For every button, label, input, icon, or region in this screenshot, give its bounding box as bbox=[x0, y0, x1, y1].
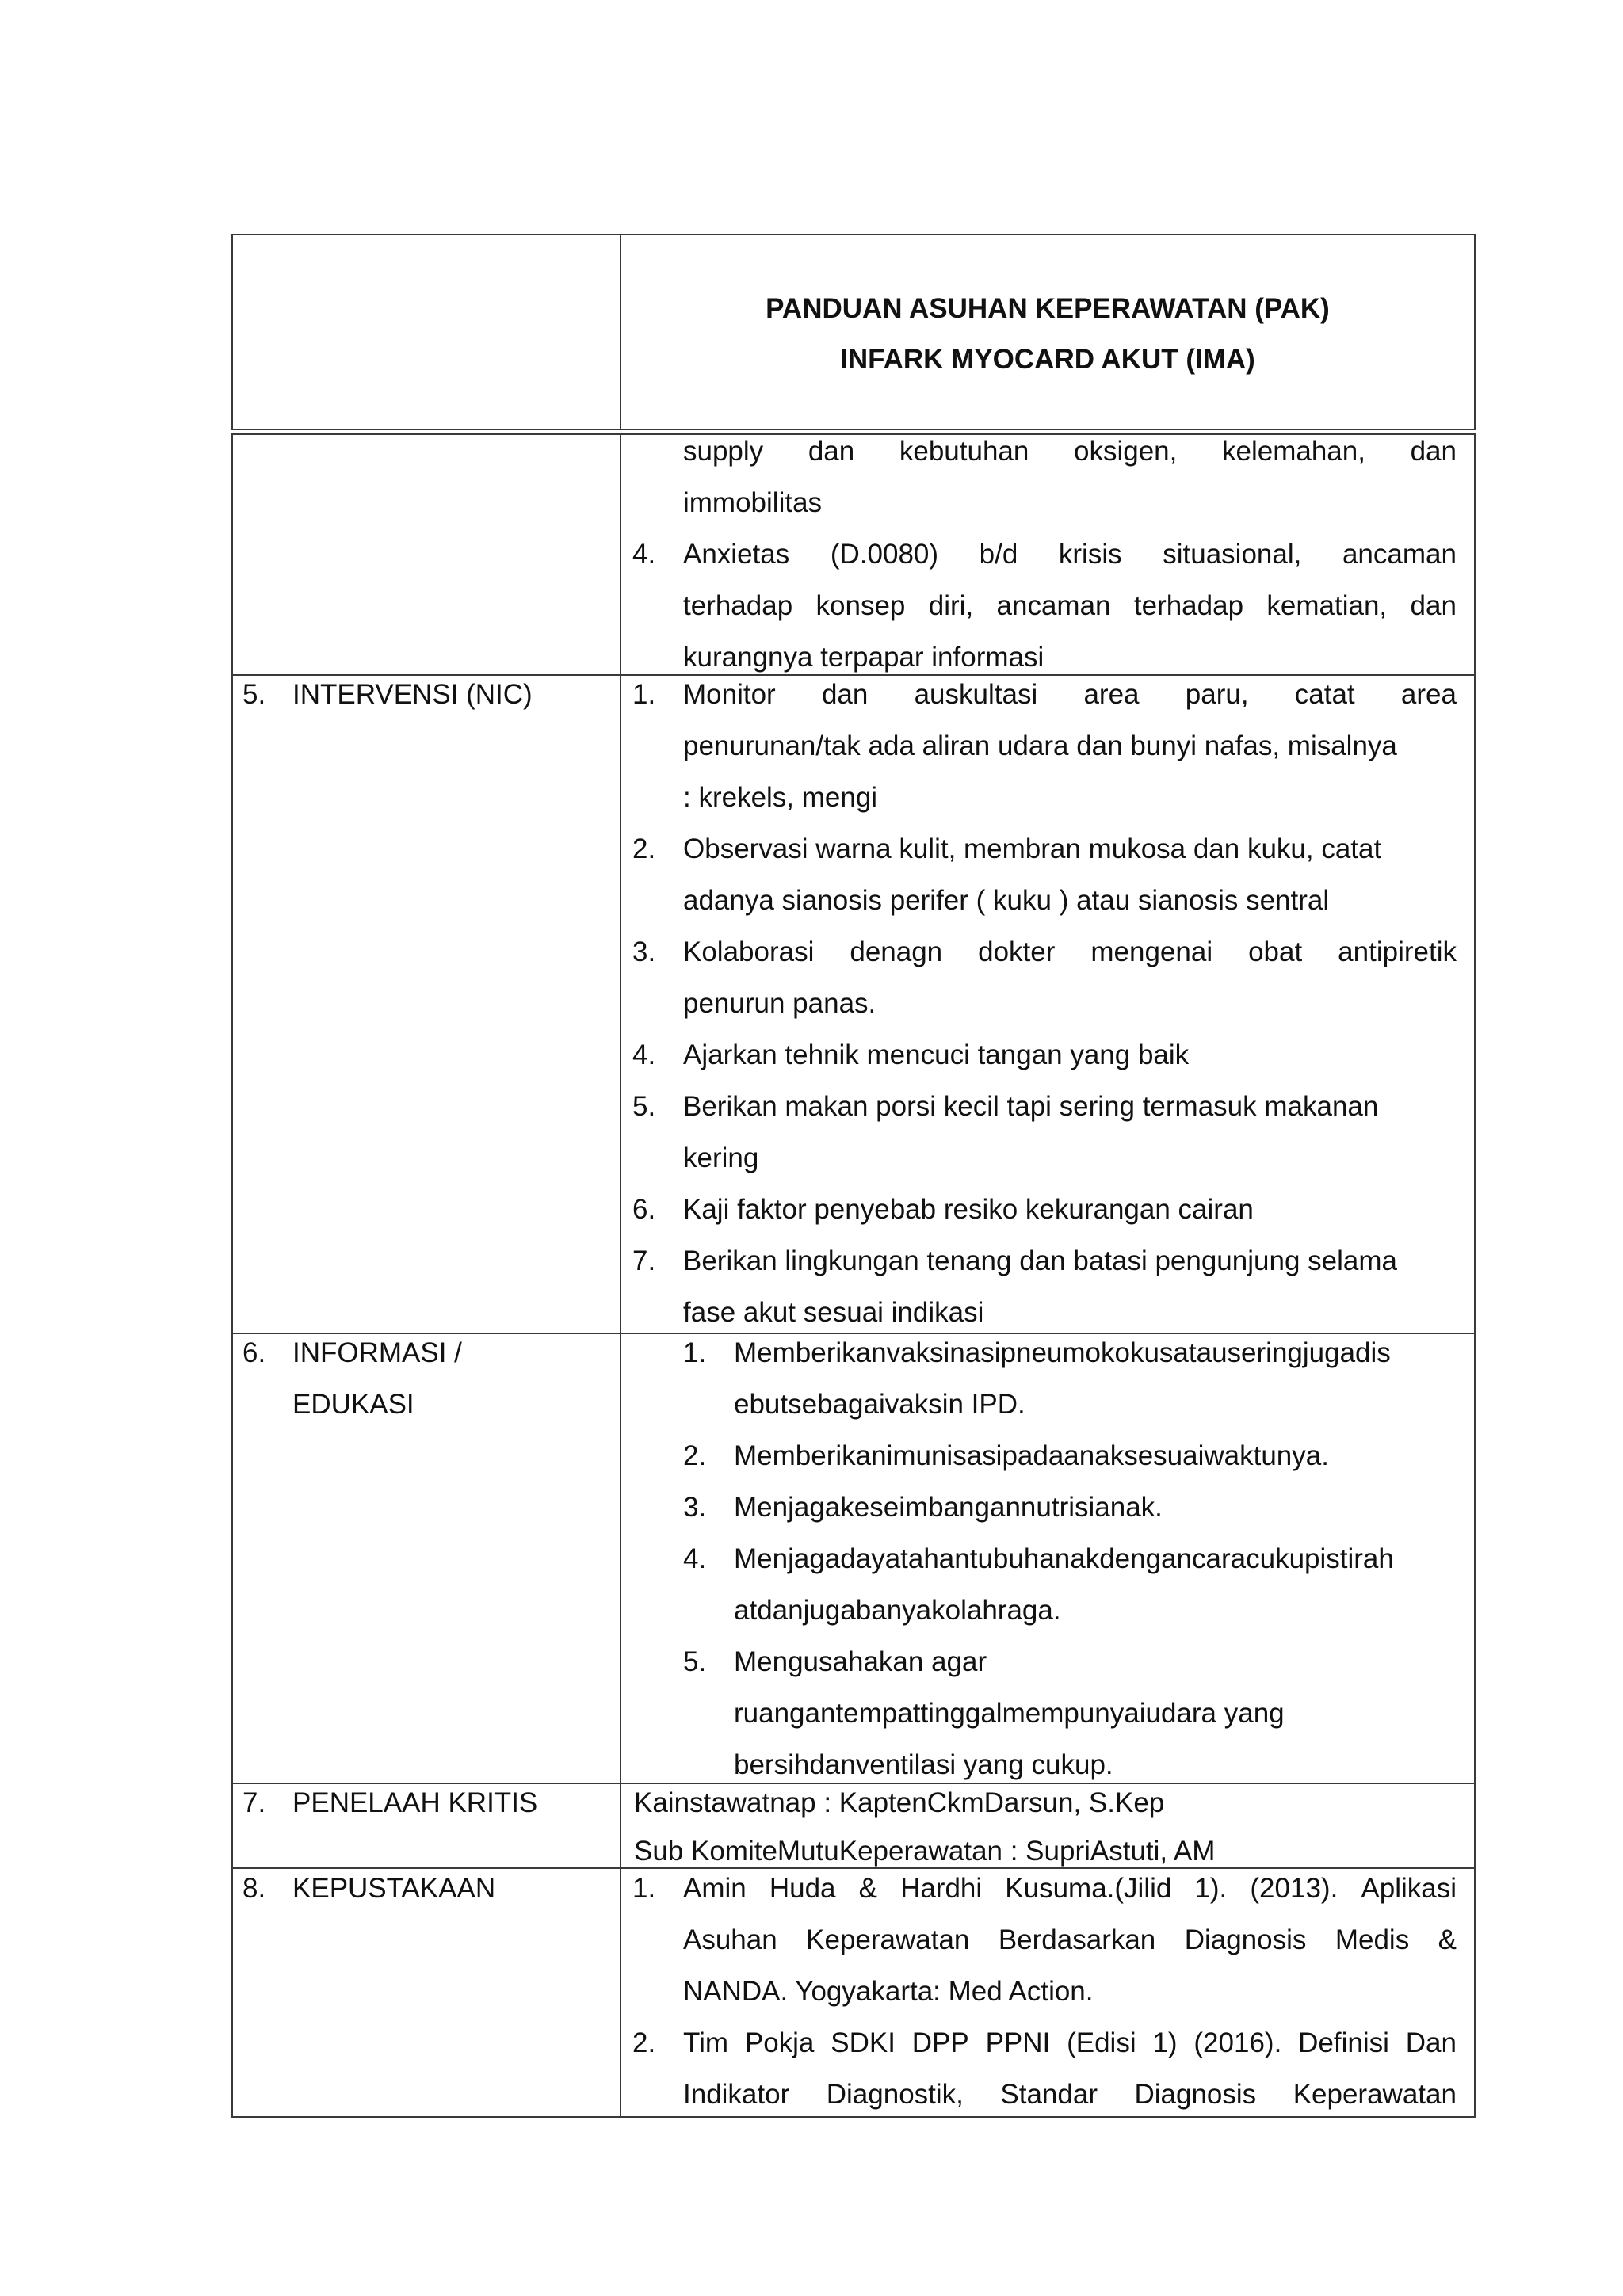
word: diri, bbox=[928, 590, 974, 621]
word: 1). bbox=[1194, 1873, 1228, 1904]
section-7-label: PENELAAH KRITIS bbox=[292, 1787, 538, 1818]
reference-1-line3: NANDA. Yogyakarta: Med Action. bbox=[683, 1976, 1094, 2007]
header-divider bbox=[620, 234, 621, 430]
word: Standar bbox=[1000, 2079, 1098, 2110]
reviewer-line1: Kainstawatnap : KaptenCkmDarsun, S.Kep bbox=[634, 1787, 1165, 1818]
word: terhadap bbox=[683, 590, 793, 621]
education-5-number: 5. bbox=[683, 1646, 707, 1677]
education-1-number: 1. bbox=[683, 1337, 707, 1368]
intervention-6-line1: Kaji faktor penyebab resiko kekurangan cairan bbox=[683, 1194, 1254, 1225]
word: ancaman bbox=[1342, 539, 1457, 570]
column-divider bbox=[620, 433, 621, 2118]
word: antipiretik bbox=[1338, 936, 1457, 967]
word: (D.0080) bbox=[830, 539, 939, 570]
row-divider-8 bbox=[231, 1867, 1476, 1869]
section-8-number: 8. bbox=[242, 1873, 266, 1904]
word: obat bbox=[1248, 936, 1303, 967]
word: b/d bbox=[979, 539, 1018, 570]
education-1-line1: Memberikanvaksinasipneumokokusatauseringjugadis bbox=[734, 1337, 1391, 1368]
section-7-number: 7. bbox=[242, 1787, 266, 1818]
row-divider-6 bbox=[231, 1333, 1476, 1334]
intervention-2-number: 2. bbox=[632, 833, 656, 864]
section-8-label: KEPUSTAKAAN bbox=[292, 1873, 496, 1904]
word: PPNI bbox=[985, 2027, 1051, 2058]
word: Monitor bbox=[683, 679, 776, 710]
diagnosis-4-number: 4. bbox=[632, 539, 656, 570]
word: area bbox=[1400, 679, 1457, 710]
word: kematian, bbox=[1266, 590, 1388, 621]
word: kebutuhan bbox=[899, 436, 1029, 467]
word: dokter bbox=[978, 936, 1056, 967]
word: Dan bbox=[1405, 2027, 1457, 2058]
intervention-1-number: 1. bbox=[632, 679, 656, 710]
education-2-number: 2. bbox=[683, 1440, 707, 1471]
word: oksigen, bbox=[1073, 436, 1178, 467]
word: Kolaborasi bbox=[683, 936, 815, 967]
education-1-line2: ebutsebagaivaksin IPD. bbox=[734, 1389, 1025, 1420]
word: 1) bbox=[1152, 2027, 1178, 2058]
section-6-label-line2: EDUKASI bbox=[292, 1389, 414, 1420]
word: (2016). bbox=[1193, 2027, 1282, 2058]
reviewer-line2: Sub KomiteMutuKeperawatan : SupriAstuti, AM bbox=[634, 1836, 1216, 1867]
word: dan bbox=[821, 679, 869, 710]
intervention-1-line3: : krekels, mengi bbox=[683, 782, 878, 813]
diagnosis-3-line1 bbox=[683, 436, 1457, 467]
word: & bbox=[1438, 1924, 1457, 1955]
intervention-3-line1 bbox=[683, 936, 1457, 968]
reference-2-line1 bbox=[683, 2027, 1457, 2059]
word: auskultasi bbox=[914, 679, 1038, 710]
diagnosis-4-line3: kurangnya terpapar informasi bbox=[683, 642, 1044, 673]
document-title-line2: INFARK MYOCARD AKUT (IMA) bbox=[840, 344, 1255, 375]
reference-1-line2 bbox=[683, 1924, 1457, 1956]
intervention-3-line2: penurun panas. bbox=[683, 988, 876, 1019]
education-5-line1: Mengusahakan agar bbox=[734, 1646, 987, 1677]
word: Asuhan bbox=[683, 1924, 777, 1955]
word: Diagnosis bbox=[1134, 2079, 1257, 2110]
word: area bbox=[1083, 679, 1140, 710]
word: SDKI bbox=[831, 2027, 896, 2058]
word: DPP bbox=[911, 2027, 969, 2058]
education-4-line1: Menjagadayatahantubuhanakdengancaracukupistirah bbox=[734, 1543, 1394, 1574]
reference-2-line2 bbox=[683, 2079, 1457, 2111]
intervention-1-line1 bbox=[683, 679, 1457, 711]
diagnosis-4-line2 bbox=[683, 590, 1457, 622]
word: krisis bbox=[1058, 539, 1122, 570]
word: Keperawatan bbox=[806, 1924, 970, 1955]
word: dan bbox=[1410, 436, 1457, 467]
word: Indikator bbox=[683, 2079, 790, 2110]
education-5-line3: bersihdanventilasi yang cukup. bbox=[734, 1749, 1113, 1780]
education-2-line1: Memberikanimunisasipadaanaksesuaiwaktunya. bbox=[734, 1440, 1329, 1471]
word: mengenai bbox=[1090, 936, 1213, 967]
word: ancaman bbox=[996, 590, 1111, 621]
word: catat bbox=[1294, 679, 1355, 710]
intervention-3-number: 3. bbox=[632, 936, 656, 967]
word: denagn bbox=[850, 936, 943, 967]
document-title-line1: PANDUAN ASUHAN KEPERAWATAN (PAK) bbox=[766, 293, 1330, 324]
word: Anxietas bbox=[683, 539, 790, 570]
intervention-2-line1: Observasi warna kulit, membran mukosa dan kuku, catat bbox=[683, 833, 1382, 864]
intervention-4-line1: Ajarkan tehnik mencuci tangan yang baik bbox=[683, 1039, 1190, 1070]
word: konsep bbox=[815, 590, 906, 621]
word: Diagnostik, bbox=[826, 2079, 964, 2110]
row-divider-5 bbox=[231, 674, 1476, 676]
word: situasional, bbox=[1163, 539, 1302, 570]
word: & bbox=[858, 1873, 877, 1904]
intervention-5-number: 5. bbox=[632, 1091, 656, 1122]
word: Amin bbox=[683, 1873, 747, 1904]
word: supply bbox=[683, 436, 764, 467]
section-6-label-line1: INFORMASI / bbox=[292, 1337, 462, 1368]
education-4-line2: atdanjugabanyakolahraga. bbox=[734, 1595, 1061, 1626]
row-divider-7 bbox=[231, 1783, 1476, 1784]
word: dan bbox=[1410, 590, 1457, 621]
word: Aplikasi bbox=[1361, 1873, 1457, 1904]
intervention-5-line1: Berikan makan porsi kecil tapi sering termasuk makanan bbox=[683, 1091, 1379, 1122]
word: (2013). bbox=[1250, 1873, 1338, 1904]
word: Pokja bbox=[744, 2027, 815, 2058]
reference-2-number: 2. bbox=[632, 2027, 656, 2058]
education-4-number: 4. bbox=[683, 1543, 707, 1574]
intervention-7-number: 7. bbox=[632, 1245, 656, 1276]
word: Kusuma.(Jilid bbox=[1005, 1873, 1172, 1904]
education-3-line1: Menjagakeseimbangannutrisianak. bbox=[734, 1492, 1163, 1523]
diagnosis-3-line2: immobilitas bbox=[683, 487, 823, 518]
word: Tim bbox=[683, 2027, 729, 2058]
reference-1-line1 bbox=[683, 1873, 1457, 1905]
section-6-number: 6. bbox=[242, 1337, 266, 1368]
intervention-2-line2: adanya sianosis perifer ( kuku ) atau sianosis sentral bbox=[683, 885, 1330, 916]
word: terhadap bbox=[1133, 590, 1244, 621]
word: Hardhi bbox=[900, 1873, 983, 1904]
diagnosis-4-line1 bbox=[683, 539, 1457, 570]
education-5-line2: ruangantempattinggalmempunyaiudara yang bbox=[734, 1698, 1285, 1729]
word: Berdasarkan bbox=[998, 1924, 1156, 1955]
intervention-4-number: 4. bbox=[632, 1039, 656, 1070]
word: Definisi bbox=[1298, 2027, 1389, 2058]
intervention-6-number: 6. bbox=[632, 1194, 656, 1225]
reference-1-number: 1. bbox=[632, 1873, 656, 1904]
intervention-1-line2: penurunan/tak ada aliran udara dan bunyi nafas, misalnya bbox=[683, 730, 1397, 761]
section-5-number: 5. bbox=[242, 679, 266, 710]
word: Medis bbox=[1335, 1924, 1410, 1955]
intervention-7-line2: fase akut sesuai indikasi bbox=[683, 1297, 984, 1328]
word: Keperawatan bbox=[1293, 2079, 1457, 2110]
word: paru, bbox=[1185, 679, 1249, 710]
section-5-label: INTERVENSI (NIC) bbox=[292, 679, 533, 710]
word: Huda bbox=[769, 1873, 836, 1904]
word: (Edisi bbox=[1067, 2027, 1136, 2058]
word: Diagnosis bbox=[1184, 1924, 1307, 1955]
education-3-number: 3. bbox=[683, 1492, 707, 1523]
word: dan bbox=[808, 436, 855, 467]
intervention-7-line1: Berikan lingkungan tenang dan batasi pengunjung selama bbox=[683, 1245, 1397, 1276]
header-box bbox=[231, 234, 1476, 430]
word: kelemahan, bbox=[1222, 436, 1365, 467]
intervention-5-line2: kering bbox=[683, 1142, 759, 1173]
